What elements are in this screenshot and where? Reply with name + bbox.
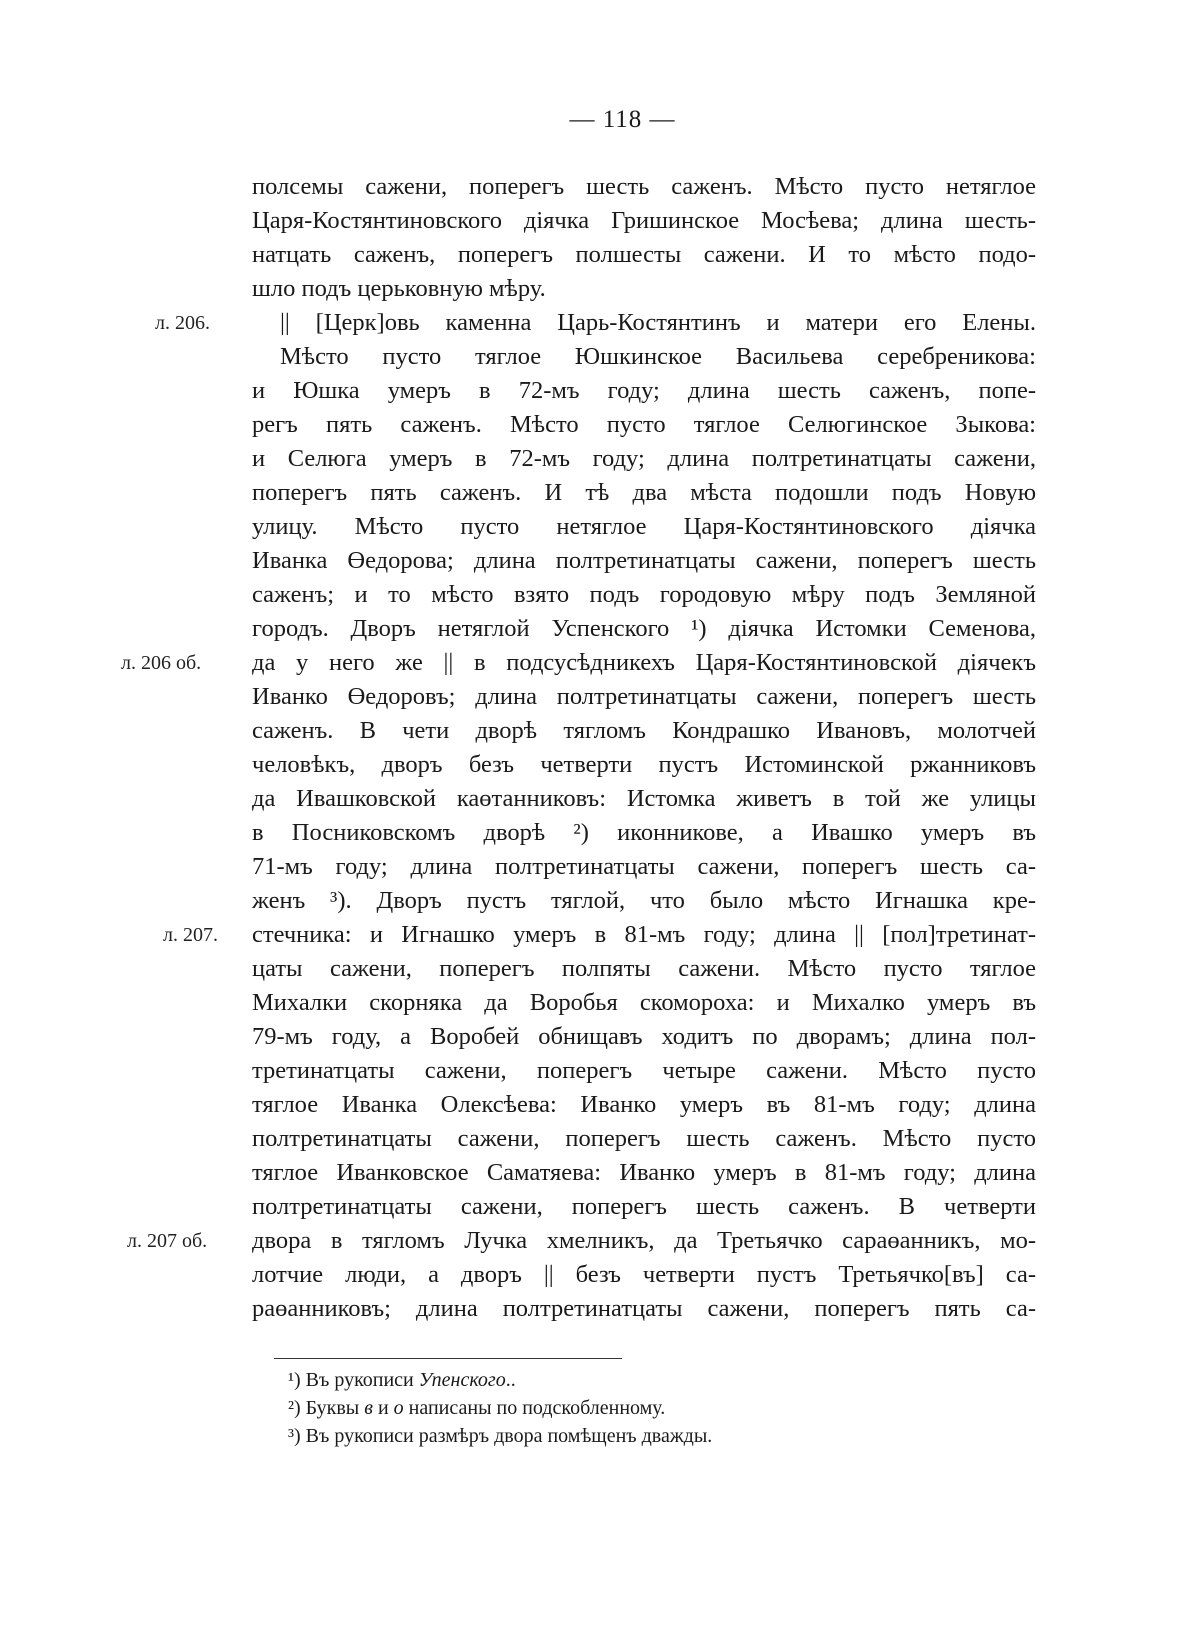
footnote-text: Буквы [305,1397,365,1419]
text-line: женъ ³). Дворъ пустъ тяглой, что было мѣсто Игнашка кре- [252,887,1036,914]
text-line: Мѣсто пусто тяглое Юшкинское Васильева серебреникова: [280,343,1036,370]
page-number: — 118 — [569,106,676,133]
footnote-text: написаны по подскобленному. [403,1397,666,1419]
footnote-italic: Упенского [418,1369,506,1391]
text-line: городъ. Дворъ нетяглой Успенского ¹) дiячка Истомки Семенова, [252,615,1036,642]
footnote-text: Въ рукописи [305,1369,419,1391]
text-line: полтретинатцаты сажени, поперегъ шесть саженъ. Мѣсто пусто [252,1125,1036,1152]
text-line: двора в тягломъ Лучка хмелникъ, да Третьячко сараөанникъ, мо- [252,1227,1036,1254]
text-line: полтретинатцаты сажени, поперегъ шесть саженъ. В четверти [252,1193,1036,1220]
footnote [288,1366,516,1394]
footnote-mark: ¹) [288,1369,301,1391]
footnote-text: и [372,1397,394,1419]
footnote-italic: о [393,1397,404,1419]
text-line: шло подъ церьковную мѣру. [252,275,546,302]
footnote-text: .. [505,1369,516,1391]
text-line: да Ивашковской каөтанниковъ: Истомка живетъ в той же улицы [252,785,1036,812]
text-line: стечника: и Игнашко умеръ в 81-мъ году; длина || [пол]третинат- [252,921,1036,948]
margin-note: л. 207 об. [127,1230,208,1252]
footnote-mark: ²) [288,1397,301,1419]
text-line: полсемы сажени, поперегъ шесть саженъ. Мѣсто пусто нетяглое [252,173,1036,200]
text-line: Царя-Костянтиновского дiячка Гришинское Мосѣева; длина шесть- [252,207,1036,234]
text-line: 79-мъ году, а Воробей обнищавъ ходитъ по дворамъ; длина пол- [252,1023,1036,1050]
text-line: человѣкъ, дворъ безъ четверти пустъ Истоминской ржанниковъ [252,751,1036,778]
text-line: Михалки скорняка да Воробья скомороха: и Михалко умеръ въ [252,989,1036,1016]
text-line: 71-мъ году; длина полтретинатцаты сажени, поперегъ шесть са- [252,853,1036,880]
text-line: улицу. Мѣсто пусто нетяглое Царя-Костянтиновского дiячка [252,513,1036,540]
text-line: натцать саженъ, поперегъ полшесты сажени. И то мѣсто подо- [252,241,1036,268]
text-line: Иванка Өедорова; длина полтретинатцаты сажени, поперегъ шесть [252,547,1036,574]
margin-note: л. 206. [155,312,210,334]
text-line: саженъ; и то мѣсто взято подъ городовую мѣру подъ Земляной [252,581,1036,608]
text-line: и Селюга умеръ в 72-мъ году; длина полтретинатцаты сажени, [252,445,1036,472]
text-line: цаты сажени, поперегъ полпяты сажени. Мѣсто пусто тяглое [252,955,1036,982]
footnote-rule [274,1358,622,1359]
text-line: || [Церк]овь каменна Царь-Костянтинъ и матери его Елены. [280,309,1036,336]
text-line: саженъ. В чети дворѣ тягломъ Кондрашко Ивановъ, молотчей [252,717,1036,744]
text-line: тяглое Иванка Олексѣева: Иванко умеръ въ 81-мъ году; длина [252,1091,1036,1118]
text-line: да у него же || в подсусѣдникехъ Царя-Костянтиновской дiячекъ [252,649,1036,676]
margin-note: л. 207. [163,924,218,946]
margin-note: л. 206 об. [121,652,202,674]
text-line: Иванко Өедоровъ; длина полтретинатцаты сажени, поперегъ шесть [252,683,1036,710]
footnote-mark: ³) [288,1425,301,1447]
text-line: третинатцаты сажени, поперегъ четыре сажени. Мѣсто пусто [252,1057,1036,1084]
footnote [288,1422,712,1450]
footnote [288,1394,665,1422]
text-line: раөанниковъ; длина полтретинатцаты сажени, поперегъ пять са- [252,1295,1036,1322]
footnote-italic: в [364,1397,373,1419]
text-line: лотчие люди, а дворъ || безъ четверти пустъ Третьячко[въ] са- [252,1261,1036,1288]
footnote-text: Въ рукописи размѣръ двора помѣщенъ дважды. [305,1425,713,1447]
text-line: тяглое Иванковское Саматяева: Иванко умеръ в 81-мъ году; длина [252,1159,1036,1186]
text-line: регъ пять саженъ. Мѣсто пусто тяглое Селюгинское Зыкова: [252,411,1036,438]
text-line: в Посниковскомъ дворѣ ²) иконникове, а Ивашко умеръ въ [252,819,1036,846]
text-line: поперегъ пять саженъ. И тѣ два мѣста подошли подъ Новую [252,479,1036,506]
text-line: и Юшка умеръ в 72-мъ году; длина шесть саженъ, попе- [252,377,1036,404]
